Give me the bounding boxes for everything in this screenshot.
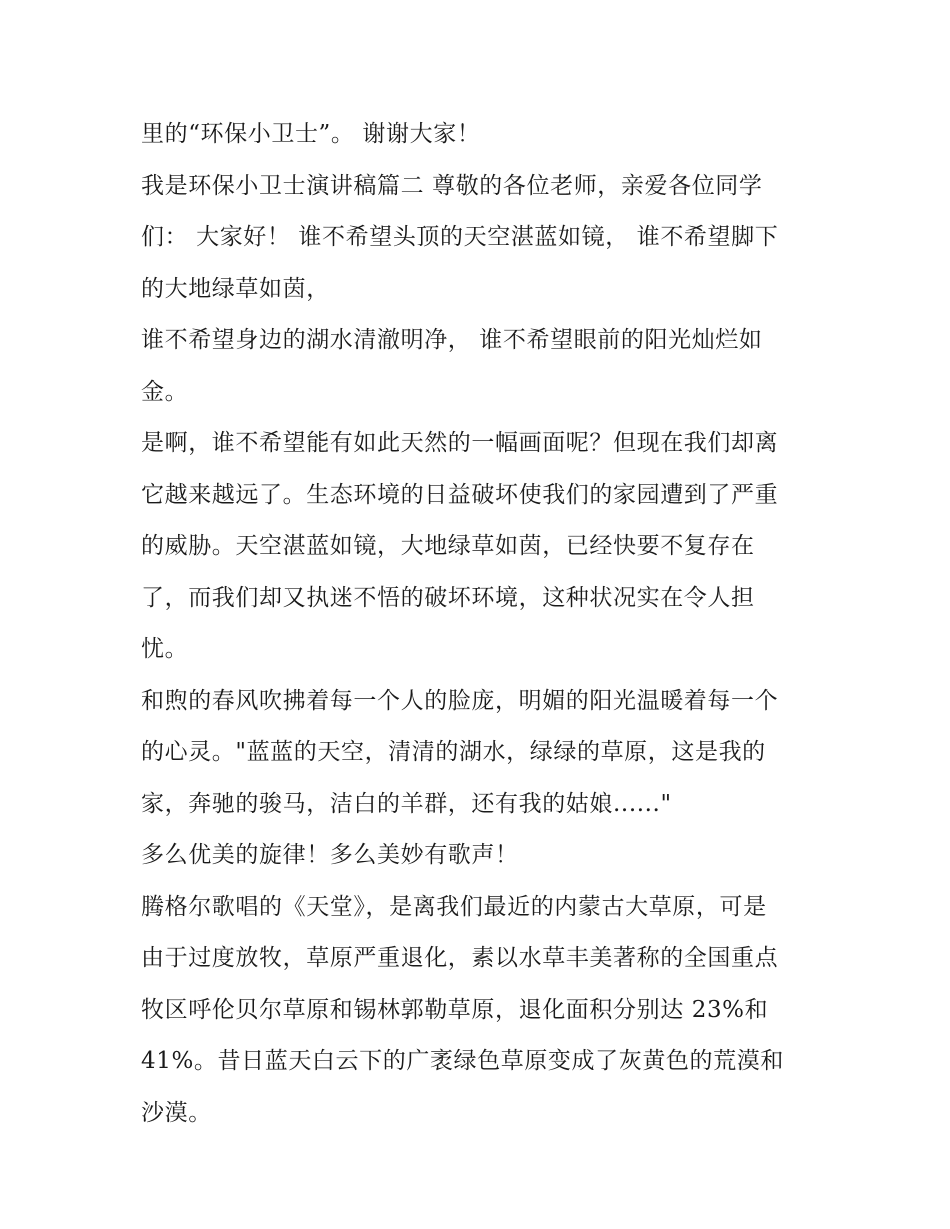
text-line: 忧。 <box>141 636 189 662</box>
text-line: 多么优美的旋律！多么美妙有歌声！ <box>141 842 519 868</box>
text-line: 的威胁。天空湛蓝如镜，大地绿草如茵，已经快要不复存在 <box>141 533 755 559</box>
text-line: 我是环保小卫士演讲稿篇二 尊敬的各位老师，亲爱各位同学 <box>141 172 763 199</box>
text-line: 家，奔驰的骏马，洁白的羊群，还有我的姑娘......" <box>141 790 672 817</box>
text-line: 和煦的春风吹拂着每一个人的脸庞，明媚的阳光温暖着每一个 <box>141 687 779 714</box>
text-line: 们： 大家好！ 谁不希望头顶的天空湛蓝如镜， 谁不希望脚下 <box>141 224 779 250</box>
text-line: 是啊，谁不希望能有如此天然的一幅画面呢？但现在我们却离 <box>141 430 779 456</box>
text-line: 由于过度放牧，草原严重退化，素以水草丰美著称的全国重点 <box>141 945 779 971</box>
text-line: 的大地绿草如茵， <box>141 275 330 302</box>
text-line: 牧区呼伦贝尔草原和锡林郭勒草原，退化面积分别达 23%和 <box>141 996 769 1023</box>
text-line: 41%。昔日蓝天白云下的广袤绿色草原变成了灰黄色的荒漠和 <box>141 1048 784 1074</box>
text-line: 它越来越远了。生态环境的日益破坏使我们的家园遭到了严重 <box>141 481 779 508</box>
text-line: 里的“环保小卫士”。 谢谢大家！ <box>141 121 481 147</box>
text-line: 金。 <box>141 378 189 405</box>
text-line: 沙漠。 <box>141 1099 212 1126</box>
document-body <box>141 109 821 1139</box>
text-line: 的心灵。"蓝蓝的天空，清清的湖水，绿绿的草原，这是我的 <box>141 739 766 765</box>
text-line: 谁不希望身边的湖水清澈明净， 谁不希望眼前的阳光灿烂如 <box>141 327 763 353</box>
text-line: 腾格尔歌唱的《天堂》，是离我们最近的内蒙古大草原，可是 <box>141 893 767 920</box>
text-line: 了，而我们却又执迷不悟的破坏环境，这种状况实在令人担 <box>141 584 755 611</box>
